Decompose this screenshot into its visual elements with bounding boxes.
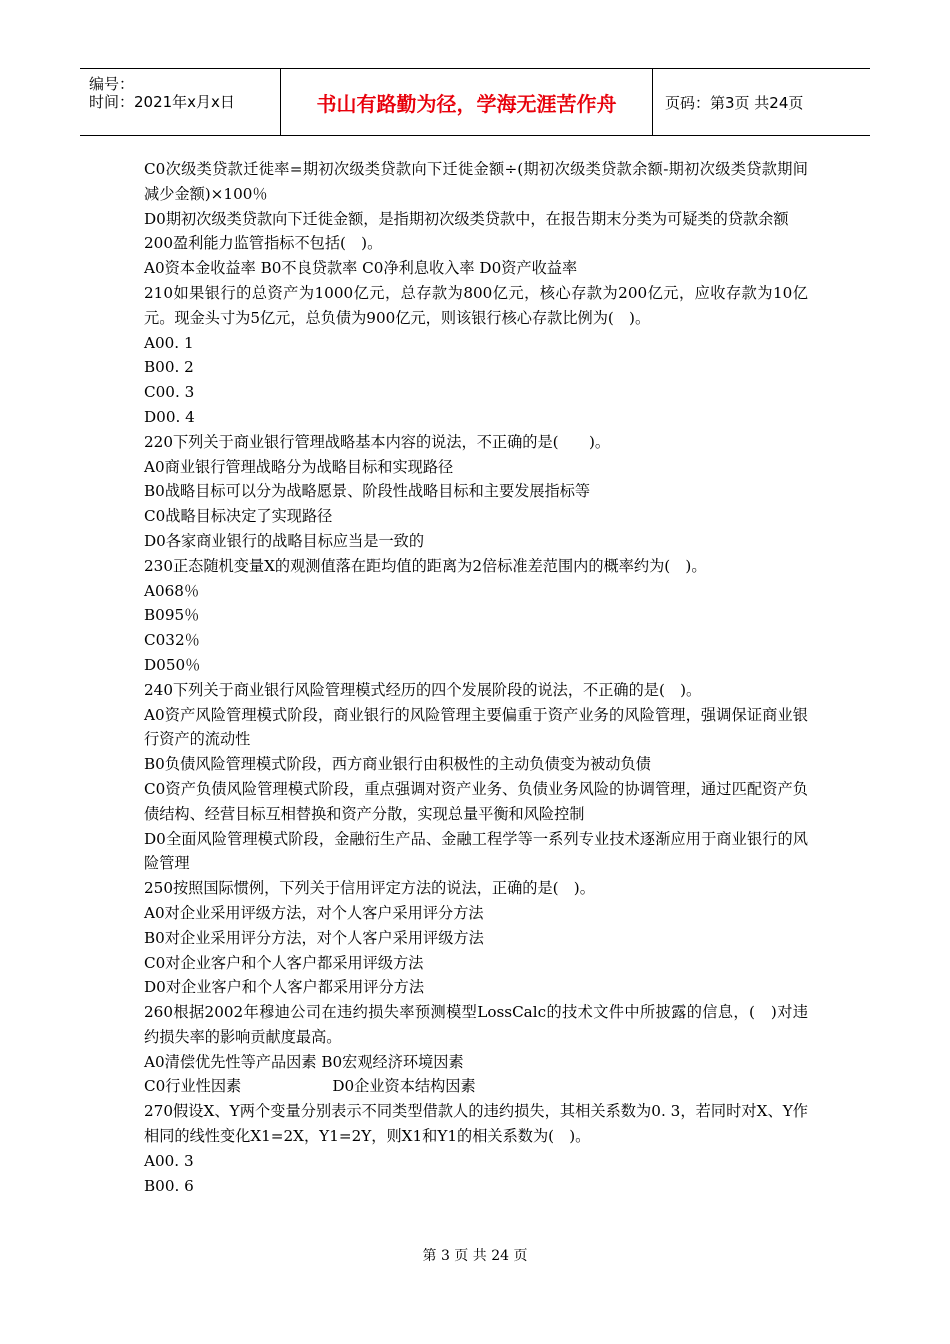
question: 220下列关于商业银行管理战略基本内容的说法，不正确的是( )。	[144, 432, 611, 451]
option-line: B095％	[144, 606, 200, 625]
question: 260根据2002年穆迪公司在违约损失率预测模型LossCalc的技术文件中所披露的信息，( )对违约损失率的影响贡献度最高。	[144, 1003, 808, 1046]
question: 230正态随机变量X的观测值落在距均值的距离为2倍标准差范围内的概率约为( )。	[144, 556, 707, 575]
option-line: C0对企业客户和个人客户都采用评级方法	[144, 953, 424, 972]
question: 240下列关于商业银行风险管理模式经历的四个发展阶段的说法，不正确的是( )。	[144, 680, 702, 699]
option-line: D0各家商业银行的战略目标应当是一致的	[144, 531, 425, 550]
option-line: C00. 3	[144, 383, 195, 402]
option-line: A068％	[144, 581, 200, 600]
question: 210如果银行的总资产为1000亿元，总存款为800亿元，核心存款为200亿元，应收存款为10亿元。现金头寸为5亿元，总负债为900亿元，则该银行核心存款比例为( )。	[144, 283, 808, 327]
option-line: C032％	[144, 631, 200, 650]
option-line: D050％	[144, 655, 201, 674]
option-line: D00. 4	[144, 407, 195, 426]
option-line: D0全面风险管理模式阶段，金融衍生产品、金融工程学等一系列专业技术逐渐应用于商业银行的风险管理	[144, 829, 808, 873]
option-line: C0资产负债风险管理模式阶段，重点强调对资产业务、负债业务风险的协调管理，通过匹配资产负债结构、经营目标互相替换和资产分散，实现总量平衡和风险控制	[144, 779, 808, 823]
option-line: B0战略目标可以分为战略愿景、阶段性战略目标和主要发展指标等	[144, 482, 591, 501]
option-line: A0资本金收益率 B0不良贷款率 C0净利息收入率 D0资产收益率	[144, 259, 578, 278]
question: 270假设X、Y两个变量分别表示不同类型借款人的违约损失，其相关系数为0. 3，若同时对X、Y作相同的线性变化X1=2X，Y1=2Y，则X1和Y1的相关系数为( )。	[144, 1102, 808, 1146]
option-line: B0对企业采用评分方法，对个人客户采用评级方法	[144, 928, 484, 947]
option-line: A00. 3	[144, 1151, 194, 1170]
header-motto: 书山有路勤为径，学海无涯苦作舟	[281, 69, 653, 135]
header-page-info: 页码：第3页 共24页	[665, 93, 804, 112]
document-body	[144, 157, 808, 1198]
option-line: C0行业性因素 D0企业资本结构因素	[144, 1077, 476, 1096]
option-line: A0商业银行管理战略分为战略目标和实现路径	[144, 457, 454, 476]
option-line: B00. 2	[144, 358, 194, 377]
doc-time-label: 时间：2021年x月x日	[89, 93, 235, 111]
question: 250按照国际惯例，下列关于信用评定方法的说法，正确的是( )。	[144, 879, 595, 898]
option-line: B00. 6	[144, 1176, 194, 1195]
option-line: A00. 1	[144, 333, 194, 352]
option-line: A0对企业采用评级方法，对个人客户采用评分方法	[144, 903, 484, 922]
text-line: D0期初次级类贷款向下迁徙金额，是指期初次级类贷款中，在报告期末分类为可疑类的贷款余额	[144, 209, 789, 228]
question: 200盈利能力监管指标不包括( )。	[144, 234, 383, 253]
option-line: A0资产风险管理模式阶段，商业银行的风险管理主要偏重于资产业务的风险管理，强调保证商业银行资产的流动性	[144, 705, 808, 749]
page-header	[80, 68, 870, 136]
text-line: C0次级类贷款迁徙率=期初次级类贷款向下迁徙金额÷(期初次级类贷款余额-期初次级类贷款期间减少金额)×100％	[144, 160, 808, 203]
option-line: D0对企业客户和个人客户都采用评分方法	[144, 978, 425, 997]
page-footer: 第 3 页 共 24 页	[422, 1248, 528, 1264]
option-line: B0负债风险管理模式阶段，西方商业银行由积极性的主动负债变为被动负债	[144, 755, 651, 774]
option-line: C0战略目标决定了实现路径	[144, 507, 333, 526]
doc-number-label: 编号：	[89, 75, 135, 93]
header-meta	[80, 69, 281, 135]
option-line: A0清偿优先性等产品因素 B0宏观经济环境因素	[144, 1052, 464, 1071]
